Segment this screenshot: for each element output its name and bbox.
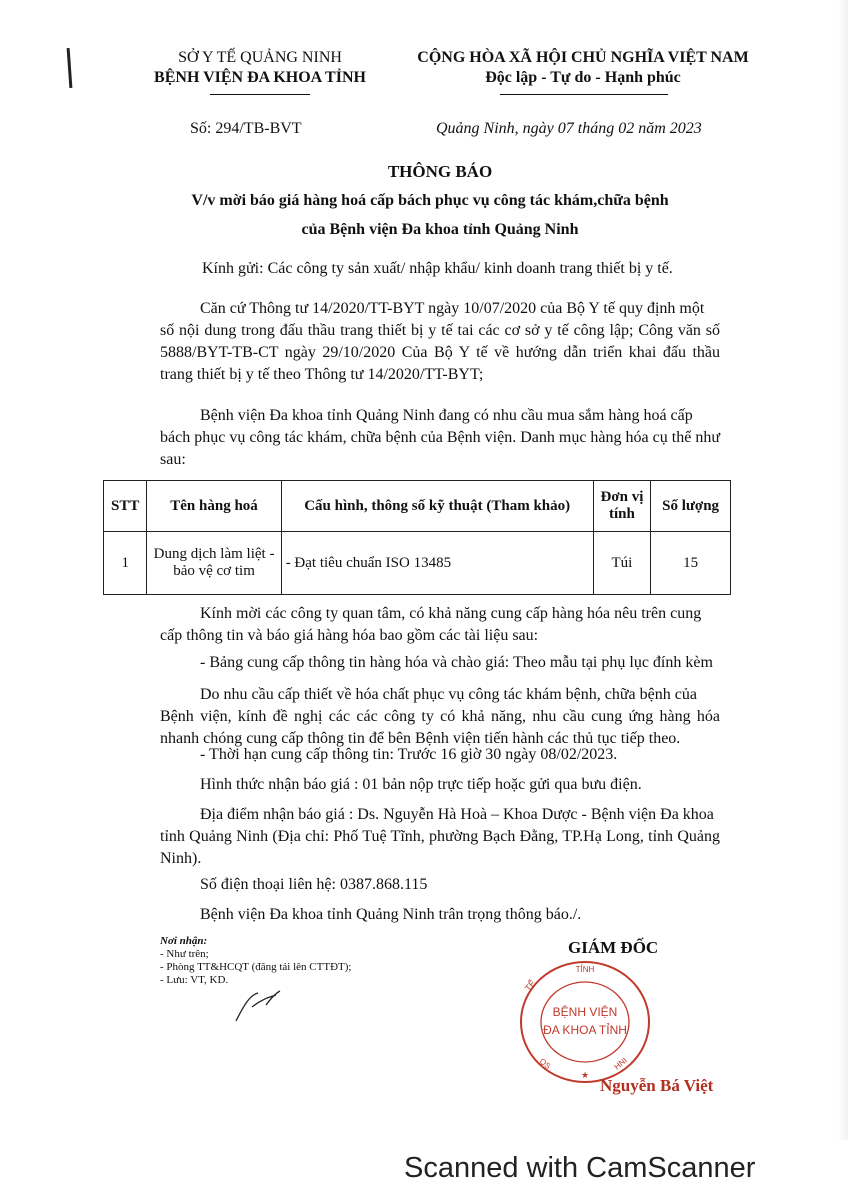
paragraph-form-note: - Bảng cung cấp thông tin hàng hóa và chào giá: Theo mẫu tại phụ lục đính kèm xyxy=(200,654,713,671)
place-date: Quảng Ninh, ngày 07 tháng 02 năm 2023 xyxy=(436,120,702,137)
table-header-row xyxy=(104,481,731,532)
seal-text-line-2: ĐA KHOA TỈNH xyxy=(543,1023,627,1037)
paragraph-legal-basis xyxy=(160,298,720,386)
cell-quantity: 15 xyxy=(651,532,731,595)
p1-first-line: Căn cứ Thông tư 14/2020/TT-BYT ngày 10/07/2020 của Bộ Y tế quy định một xyxy=(200,300,705,317)
doc-title: THÔNG BÁO xyxy=(387,162,493,181)
cell-unit: Túi xyxy=(593,532,651,595)
p1-rest: số nội dung trong đấu thầu trang thiết bị y tế tai các cơ sở y tế công lập; Công văn số 5888/BYT-TB-CT ngày 29/10/2020 Của Bộ Y tế về hướng dẫn triển khai đấu thầu trang thiết bị y tế theo Thông tư 14/2020/TT-BYT; xyxy=(160,322,720,383)
org-parent: SỞ Y TẾ QUẢNG NINH xyxy=(178,49,342,66)
p3-rest: cấp thông tin và báo giá hàng hóa bao gồm các tài liệu sau: xyxy=(160,627,539,644)
motto-underline xyxy=(500,94,668,95)
recipients-title: Nơi nhận: xyxy=(160,935,208,947)
seal-ring-bottom-right: HNI xyxy=(612,1055,629,1072)
cell-spec: - Đạt tiêu chuẩn ISO 13485 xyxy=(281,532,593,595)
seal-star: ★ xyxy=(580,1071,590,1081)
p3-first-line: Kính mời các công ty quan tâm, có khả năng cung cấp hàng hóa nêu trên cung xyxy=(200,605,702,622)
p2-rest: bách phục vụ công tác khám, chữa bệnh của Bệnh viện. Danh mục hàng hóa cụ thể như sau: xyxy=(160,429,720,468)
motto: Độc lập - Tự do - Hạnh phúc xyxy=(485,69,681,86)
paragraph-invitation xyxy=(160,603,720,647)
nation-title: CỘNG HÒA XÃ HỘI CHỦ NGHĨA VIỆT NAM xyxy=(417,49,749,66)
cell-item-name: Dung dịch làm liệt - bảo vệ cơ tim xyxy=(147,532,281,595)
paragraph-purchase-need xyxy=(160,405,720,471)
recipients-block xyxy=(160,935,420,987)
seal-ring-bottom-left: QS xyxy=(537,1056,553,1071)
paragraph-submission-method: Hình thức nhận báo giá : 01 bản nộp trực tiếp hoặc gửi qua bưu điện. xyxy=(200,776,642,793)
closing-line: Bệnh viện Đa khoa tỉnh Quảng Ninh trân trọng thông báo./. xyxy=(200,906,582,923)
recipient-item: - Phòng TT&HCQT (đăng tải lên CTTĐT); xyxy=(160,961,352,973)
recipient-item: - Lưu: VT, KD. xyxy=(160,974,229,986)
p5-first-line: Do nhu cầu cấp thiết về hóa chất phục vụ công tác khám bệnh, chữa bệnh của xyxy=(200,686,697,703)
org-name: BỆNH VIỆN ĐA KHOA TỈNH xyxy=(154,69,366,86)
org-underline xyxy=(210,94,310,95)
col-spec: Cấu hình, thông số kỹ thuật (Tham khảo) xyxy=(281,481,593,532)
p8-first-line: Địa điểm nhận báo giá : Ds. Nguyễn Hà Hoà – Khoa Dược - Bệnh viện Đa khoa xyxy=(200,806,714,823)
seal-text-line-1: BỆNH VIỆN xyxy=(552,1005,618,1019)
p8-rest: tỉnh Quảng Ninh (Địa chỉ: Phố Tuệ Tĩnh, phường Bạch Đằng, TP.Hạ Long, tỉnh Quảng Ninh). xyxy=(160,828,720,867)
cell-stt: 1 xyxy=(104,532,147,595)
contact-phone: Số điện thoại liên hệ: 0387.868.115 xyxy=(200,876,428,893)
paragraph-deadline: - Thời hạn cung cấp thông tin: Trước 16 giờ 30 ngày 08/02/2023. xyxy=(200,746,618,763)
official-seal xyxy=(515,958,655,1088)
page-edge-right xyxy=(838,0,848,1140)
col-quantity: Số lượng xyxy=(651,481,731,532)
seal-ring-top: TỈNH xyxy=(575,965,595,974)
initials-mark xyxy=(232,985,292,1025)
header-left xyxy=(120,48,400,88)
paragraph-submission-place xyxy=(160,804,720,870)
recipient-item: - Như trên; xyxy=(160,948,209,960)
col-unit: Đơn vị tính xyxy=(593,481,651,532)
subject-line-1: V/v mời báo giá hàng hoá cấp bách phục vụ công tác khám,chữa bệnh xyxy=(191,192,669,209)
scan-mark-left xyxy=(67,48,73,88)
paragraph-urgency xyxy=(160,684,720,750)
signer-position: GIÁM ĐỐC xyxy=(568,938,659,957)
subject-line-2: của Bệnh viện Đa khoa tỉnh Quảng Ninh xyxy=(301,221,579,238)
items-table xyxy=(103,480,731,595)
p5-rest: Bệnh viện, kính đề nghị các các công ty có khả năng, nhu cầu cung ứng hàng hóa nhanh chóng cung cấp thông tin để bên Bệnh viện tiến hành các thủ tục tiếp theo. xyxy=(160,708,720,747)
header-right xyxy=(398,48,768,88)
p2-first-line: Bệnh viện Đa khoa tỉnh Quảng Ninh đang có nhu cầu mua sắm hàng hoá cấp xyxy=(200,407,693,424)
seal-ring-left: TẾ xyxy=(522,978,538,994)
doc-number: Số: 294/TB-BVT xyxy=(190,120,302,137)
signer-name: Nguyễn Bá Việt xyxy=(600,1076,714,1095)
addressee: Kính gửi: Các công ty sản xuất/ nhập khẩu/ kinh doanh trang thiết bị y tế. xyxy=(202,260,673,277)
col-item-name: Tên hàng hoá xyxy=(147,481,281,532)
col-stt: STT xyxy=(104,481,147,532)
scanner-watermark: Scanned with CamScanner xyxy=(404,1152,756,1184)
table-row xyxy=(104,532,731,595)
